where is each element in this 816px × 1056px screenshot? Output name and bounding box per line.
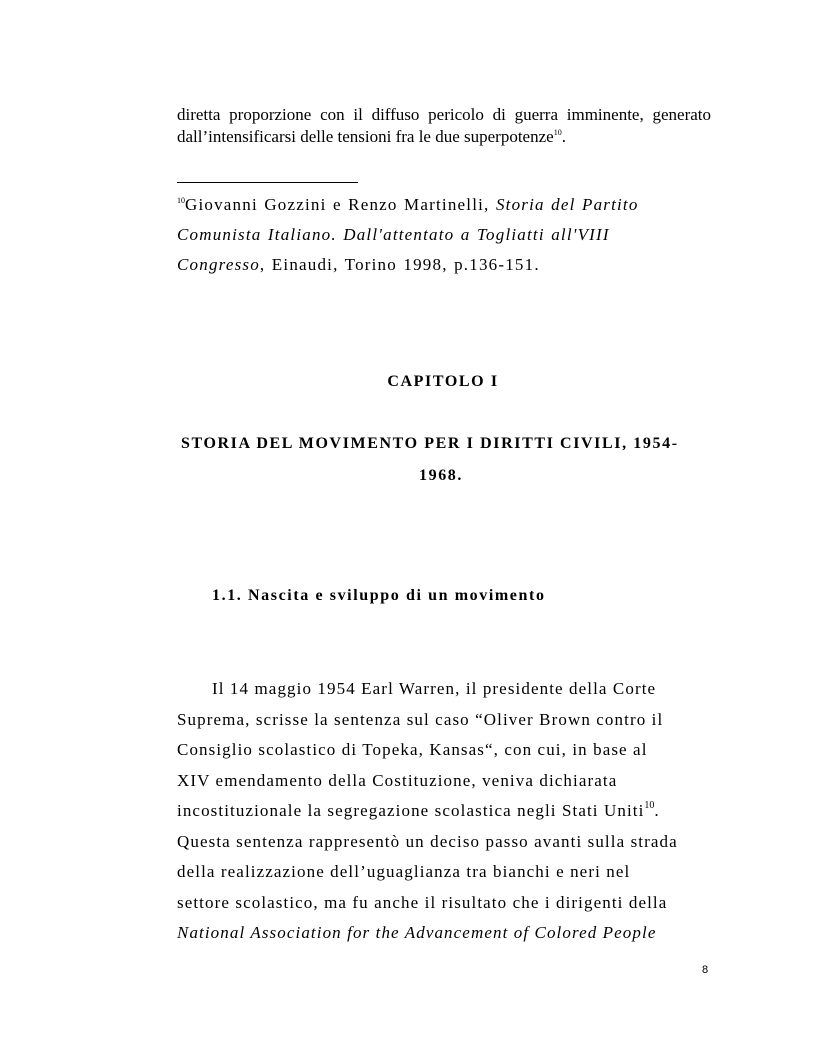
footnote (177, 190, 717, 280)
body-line-5-text: incostituzionale la segregazione scolastica negli Stati Uniti (177, 801, 645, 820)
footnote-publisher: , Einaudi, Torino 1998, p.136-151. (259, 255, 540, 274)
footnote-reference: 10 (553, 128, 562, 137)
body-line-9 (177, 918, 717, 949)
chapter-label: CAPITOLO I (387, 373, 499, 390)
body-line-3: Consiglio scolastico di Topeka, Kansas“, con cui, in base al (177, 740, 648, 759)
footnote-line-1 (177, 190, 717, 220)
section-title: 1.1. Nascita e sviluppo di un movimento (212, 587, 546, 604)
body-line-6: Questa sentenza rappresentò un deciso passo avanti sulla strada (177, 831, 678, 851)
footnote-number: 10 (177, 196, 185, 205)
chapter-title-line-1: STORIA DEL MOVIMENTO PER I DIRITTI CIVILI, 1954- (181, 435, 679, 452)
footnote-book-title-part3: Congresso (177, 255, 260, 274)
organization-name: National Association for the Advancement of Colored People (177, 923, 657, 942)
body-line-5 (177, 796, 717, 827)
body-paragraph (177, 674, 717, 949)
chapter-title-line-2: 1968. (419, 467, 463, 484)
body-line-4: XIV emendamento della Costituzione, veniva dichiarata (177, 770, 618, 790)
body-line-7: della realizzazione dell’uguaglianza tra bianchi e neri nel (177, 862, 631, 881)
body-line-1: Il 14 maggio 1954 Earl Warren, il presidente della Corte (212, 679, 657, 698)
footnote-separator (177, 182, 358, 183)
intro-paragraph (177, 104, 711, 148)
footnote-line-3 (177, 250, 717, 280)
body-line-5-end: . (654, 801, 660, 820)
footnote-book-title-part1: Storia del Partito (495, 195, 639, 214)
body-line-2: Suprema, scrisse la sentenza sul caso “Oliver Brown contro il (177, 709, 664, 729)
body-line-8: settore scolastico, ma fu anche il risultato che i dirigenti della (177, 892, 668, 912)
footnote-book-title-part2: Comunista Italiano. Dall'attentato a Togliatti all'VIII (177, 225, 610, 244)
intro-line-2 (177, 126, 711, 148)
intro-line-2-end: . (561, 127, 566, 146)
footnote-line-2 (177, 220, 717, 250)
intro-line-1: diretta proporzione con il diffuso pericolo di guerra imminente, generato (177, 105, 711, 124)
footnote-authors: Giovanni Gozzini e Renzo Martinelli, (185, 195, 496, 214)
page-number: 8 (702, 964, 709, 976)
intro-line-2-text: dall’intensificarsi delle tensioni fra le due superpotenze (177, 127, 554, 146)
body-footnote-reference: 10 (644, 800, 655, 811)
